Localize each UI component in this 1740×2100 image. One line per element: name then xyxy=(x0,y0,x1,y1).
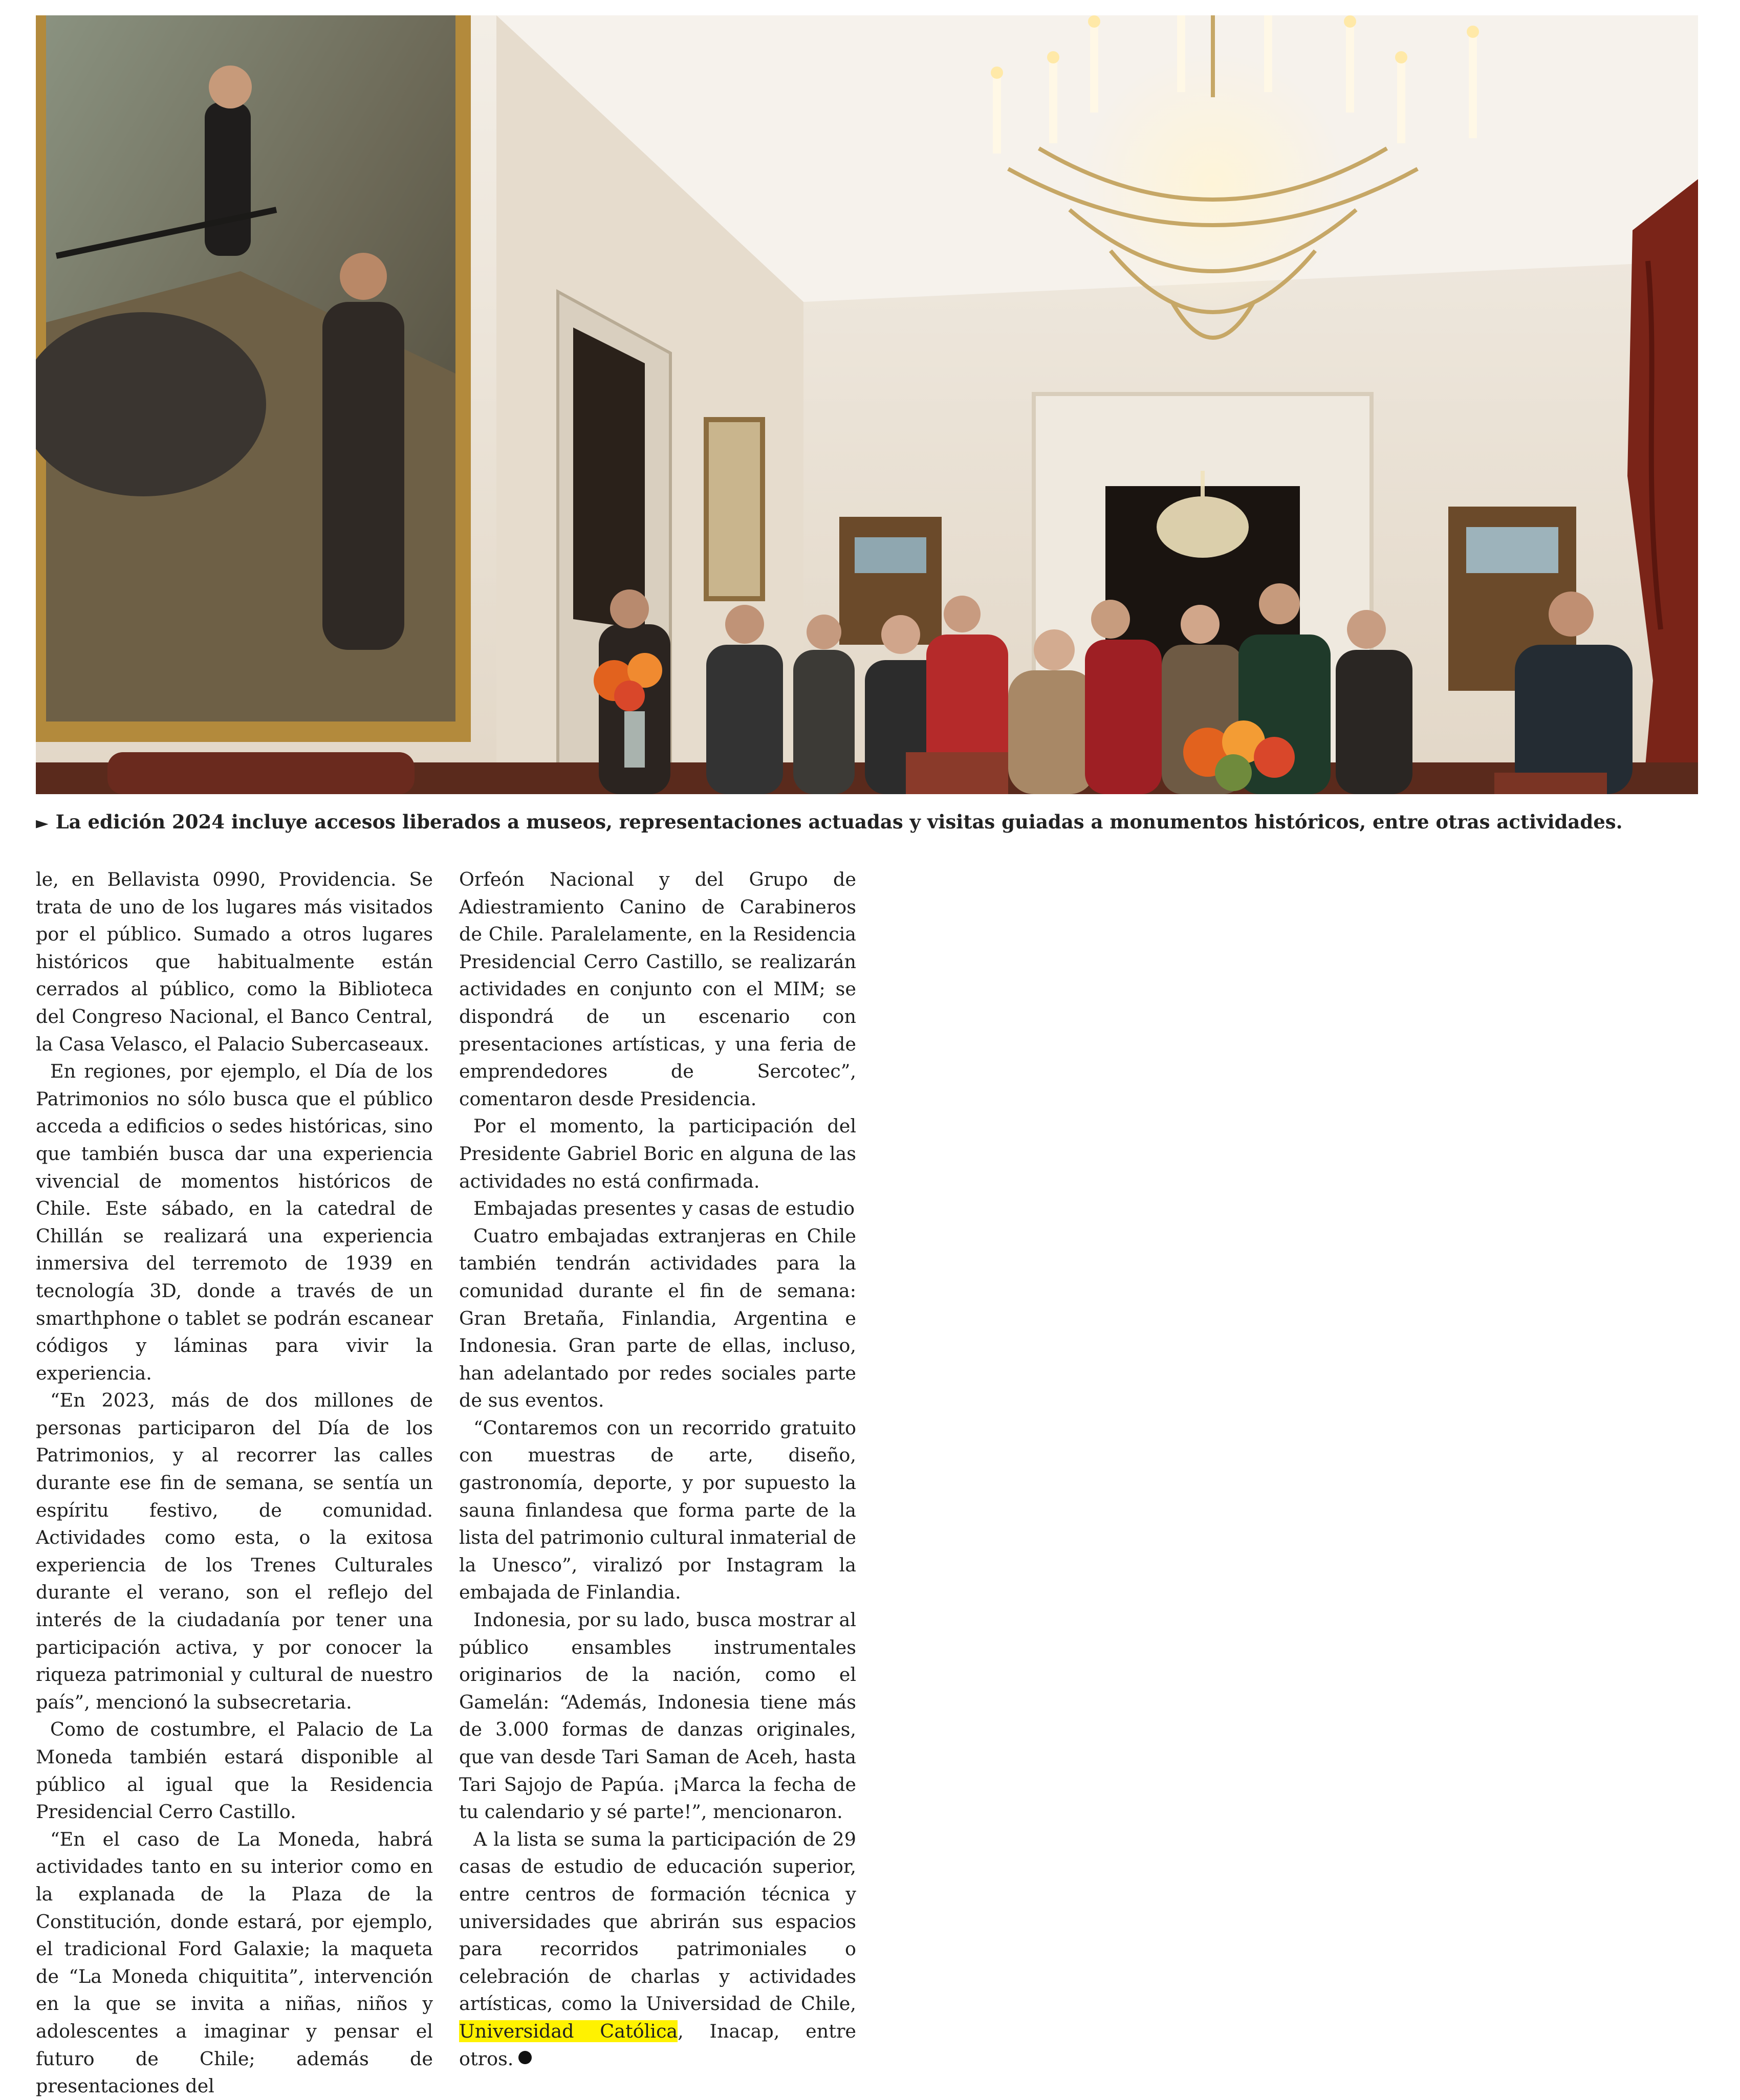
paragraph: “Contaremos con un recorrido gratuito con muestras de arte, diseño, gastronomía, deporte, y por supuesto la sauna finlandesa que forma parte de la lista del patrimonio cultural inmaterial de la Unesco”, viralizó por Instagram la embajada de Finlandia. xyxy=(459,1416,856,1604)
end-mark-icon xyxy=(518,2051,532,2064)
paragraph: Como de costumbre, el Palacio de La Moneda también estará disponible al público al igual que la Residencia Presidencial Cerro Castillo. xyxy=(36,1718,433,1823)
article-photo xyxy=(36,15,1698,794)
paragraph: “En el caso de La Moneda, habrá actividades tanto en su interior como en la explanada de la Plaza de la Constitución, donde estará, por ejemplo, el tradicional Ford Galaxie; la maqueta de “La Moneda chiquitita”, intervención en la que se invita a niñas, niños y adolescentes a imaginar y pensar el futuro de Chile; además de presentaciones del xyxy=(36,1828,433,2097)
photo-caption xyxy=(36,808,1704,836)
palace-room-illustration xyxy=(36,15,1698,794)
caption-text: La edición 2024 incluye accesos liberados a museos, representaciones actuadas y visitas guiadas a monumentos históricos, entre otras actividades. xyxy=(55,811,1623,833)
paragraph-text: , Inacap, entre otros. xyxy=(459,2020,856,2070)
paragraph: Por el momento, la participación del Presidente Gabriel Boric en alguna de las actividades no está confirmada. xyxy=(459,1115,856,1192)
paragraph: “En 2023, más de dos millones de personas participaron del Día de los Patrimonios, y al recorrer las calles durante ese fin de semana, se sentía un espíritu festivo, de comunidad. Actividades como esta, o la exitosa experiencia de los Trenes Culturales durante el verano, son el reflejo del interés de la ciudadanía por tener una participación activa, y por conocer la riqueza patrimonial y cultural de nuestro país”, mencionó la subsecretaria. xyxy=(36,1389,433,1713)
article-column-2 xyxy=(459,866,856,2072)
paragraph: En regiones, por ejemplo, el Día de los Patrimonios no sólo busca que el público acceda a edificios o sedes históricas, sino que también busca dar una experiencia vivencial de momentos históricos de Chile. Este sábado, en la catedral de Chillán se realizará una experiencia inmersiva del terremoto de 1939 en tecnología 3D, donde a través de un smarthphone o tablet se podrán escanear códigos y láminas para vivir la experiencia. xyxy=(36,1060,433,1384)
paragraph: le, en Bellavista 0990, Providencia. Se trata de uno de los lugares más visitados por el público. Sumado a otros lugares históricos que habitualmente están cerrados al público, como la Biblioteca del Congreso Nacional, el Banco Central, la Casa Velasco, el Palacio Subercaseaux. xyxy=(36,868,433,1055)
subheading: Embajadas presentes y casas de estudio xyxy=(473,1197,855,1220)
caption-marker-icon: ► xyxy=(36,813,49,833)
paragraph: Indonesia, por su lado, busca mostrar al público ensambles instrumentales originarios de la nación, como el Gamelán: “Además, Indonesia tiene más de 3.000 formas de danzas originales, que van desde Tari Saman de Aceh, hasta Tari Sajojo de Papúa. ¡Marca la fecha de tu calendario y sé parte!”, mencionaron. xyxy=(459,1609,856,1823)
framed-print xyxy=(706,420,763,599)
paragraph: Orfeón Nacional y del Grupo de Adiestramiento Canino de Carabineros de Chile. Paralelamente, en la Residencia Presidencial Cerro Castillo, se realizarán actividades en conjunto con el MIM; se dispondrá de un escenario con presentaciones artísticas, y una feria de emprendedores de Sercotec”, comentaron desde Presidencia. xyxy=(459,868,856,1110)
paragraph-final xyxy=(459,1826,856,2072)
highlighted-text: Universidad Católica xyxy=(459,2020,678,2042)
paragraph: Cuatro embajadas extranjeras en Chile también tendrán actividades para la comunidad durante el fin de semana: Gran Bretaña, Finlandia, Argentina e Indonesia. Gran parte de ellas, incluso, han adelantado por redes sociales parte de sus eventos. xyxy=(459,1224,856,1412)
article-column-1 xyxy=(36,866,433,2100)
sofa xyxy=(107,752,415,794)
paragraph-text: A la lista se suma la participación de 29 casas de estudio de educación superior, entre centros de formación técnica y universidades que abrirán sus espacios para recorridos patrimoniales o celebración de charlas y actividades artísticas, como la Universidad de Chile, xyxy=(459,1828,856,2015)
